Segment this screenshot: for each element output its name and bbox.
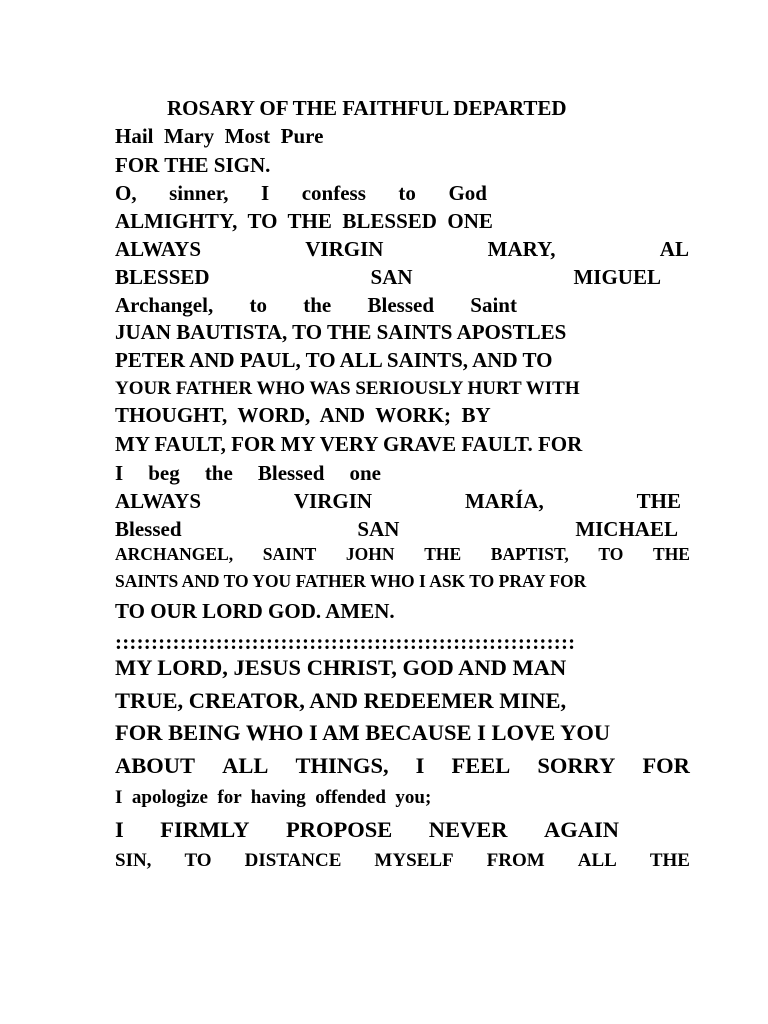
word: FOR (642, 753, 690, 778)
text-line: FOR THE SIGN. (115, 153, 271, 177)
word: NEVER (428, 817, 508, 842)
text-line: MY LORD, JESUS CHRIST, GOD AND MAN (115, 655, 567, 680)
word: JOHN (345, 544, 395, 564)
word: confess (301, 181, 366, 205)
word: AGAIN (543, 817, 619, 842)
text-line (115, 851, 690, 870)
text-line: TO OUR LORD GOD. AMEN. (115, 599, 395, 623)
word: TO (184, 850, 212, 871)
word: MICHAEL (575, 517, 678, 541)
word: Blessed (115, 517, 182, 541)
word: Saint (470, 293, 517, 317)
word: THE (653, 544, 690, 564)
text-line (115, 519, 678, 540)
word: FIRMLY (160, 817, 250, 842)
word: one (349, 461, 381, 485)
word: VIRGIN (305, 237, 384, 261)
word: sinner, (169, 181, 229, 205)
word: VIRGIN (293, 489, 373, 513)
word: ABOUT (115, 753, 196, 778)
word: MARY, (487, 237, 556, 261)
word: I (261, 181, 270, 205)
text-line: MY FAULT, FOR MY VERY GRAVE FAULT. FOR (115, 432, 583, 456)
word: I (115, 461, 124, 485)
word: MYSELF (374, 850, 454, 871)
word: I (415, 753, 425, 778)
word: SORRY (537, 753, 616, 778)
word: AL (659, 237, 689, 261)
word: THE (424, 544, 462, 564)
document-title: ROSARY OF THE FAITHFUL DEPARTED (167, 96, 567, 120)
word: BAPTIST, (490, 544, 569, 564)
text-line: THOUGHT, WORD, AND WORK; BY (115, 403, 491, 427)
word: THINGS, (295, 753, 389, 778)
word: TO (598, 544, 624, 564)
word: O, (115, 181, 137, 205)
word: MIGUEL (573, 265, 661, 289)
word: THE (649, 850, 690, 871)
word: to (398, 181, 416, 205)
text-line (115, 183, 487, 204)
text-line (115, 819, 619, 842)
word: SAN (357, 517, 400, 541)
word: MARÍA, (464, 489, 544, 513)
word: ALWAYS (115, 489, 201, 513)
text-line (115, 463, 381, 484)
text-line (115, 546, 690, 564)
word: SIN, (115, 850, 152, 871)
word: FROM (486, 850, 545, 871)
word: Blessed (257, 461, 325, 485)
word: BLESSED (115, 265, 210, 289)
word: the (204, 461, 233, 485)
word: ALWAYS (115, 237, 201, 261)
separator-line: :::::::::::::::::::::::::::::::::::::::::::::::::::::::::::::::: (115, 630, 576, 654)
text-line: Hail Mary Most Pure (115, 124, 324, 148)
word: FEEL (451, 753, 511, 778)
word: Blessed (367, 293, 435, 317)
text-line (115, 295, 517, 316)
text-line: ALMIGHTY, TO THE BLESSED ONE (115, 209, 493, 233)
word: DISTANCE (244, 850, 342, 871)
word: God (448, 181, 487, 205)
text-line: TRUE, CREATOR, AND REDEEMER MINE, (115, 688, 567, 713)
text-line (115, 491, 681, 512)
word: SAINT (262, 544, 317, 564)
word: PROPOSE (285, 817, 393, 842)
text-line (115, 755, 690, 778)
text-line: YOUR FATHER WHO WAS SERIOUSLY HURT WITH (115, 378, 580, 399)
word: ALL (577, 850, 617, 871)
text-line: SAINTS AND TO YOU FATHER WHO I ASK TO PRAY FOR (115, 571, 587, 591)
text-line: JUAN BAUTISTA, TO THE SAINTS APOSTLES (115, 320, 567, 344)
word: SAN (370, 265, 413, 289)
word: to (249, 293, 267, 317)
text-line (115, 239, 689, 260)
word: THE (636, 489, 681, 513)
text-line: PETER AND PAUL, TO ALL SAINTS, AND TO (115, 348, 553, 372)
word: I (115, 817, 124, 842)
word: ALL (222, 753, 269, 778)
word: the (303, 293, 332, 317)
word: beg (148, 461, 180, 485)
text-line: FOR BEING WHO I AM BECAUSE I LOVE YOU (115, 720, 611, 745)
word: Archangel, (115, 293, 214, 317)
word: ARCHANGEL, (115, 544, 234, 564)
text-line (115, 267, 661, 288)
text-line: I apologize for having offended you; (115, 787, 432, 808)
